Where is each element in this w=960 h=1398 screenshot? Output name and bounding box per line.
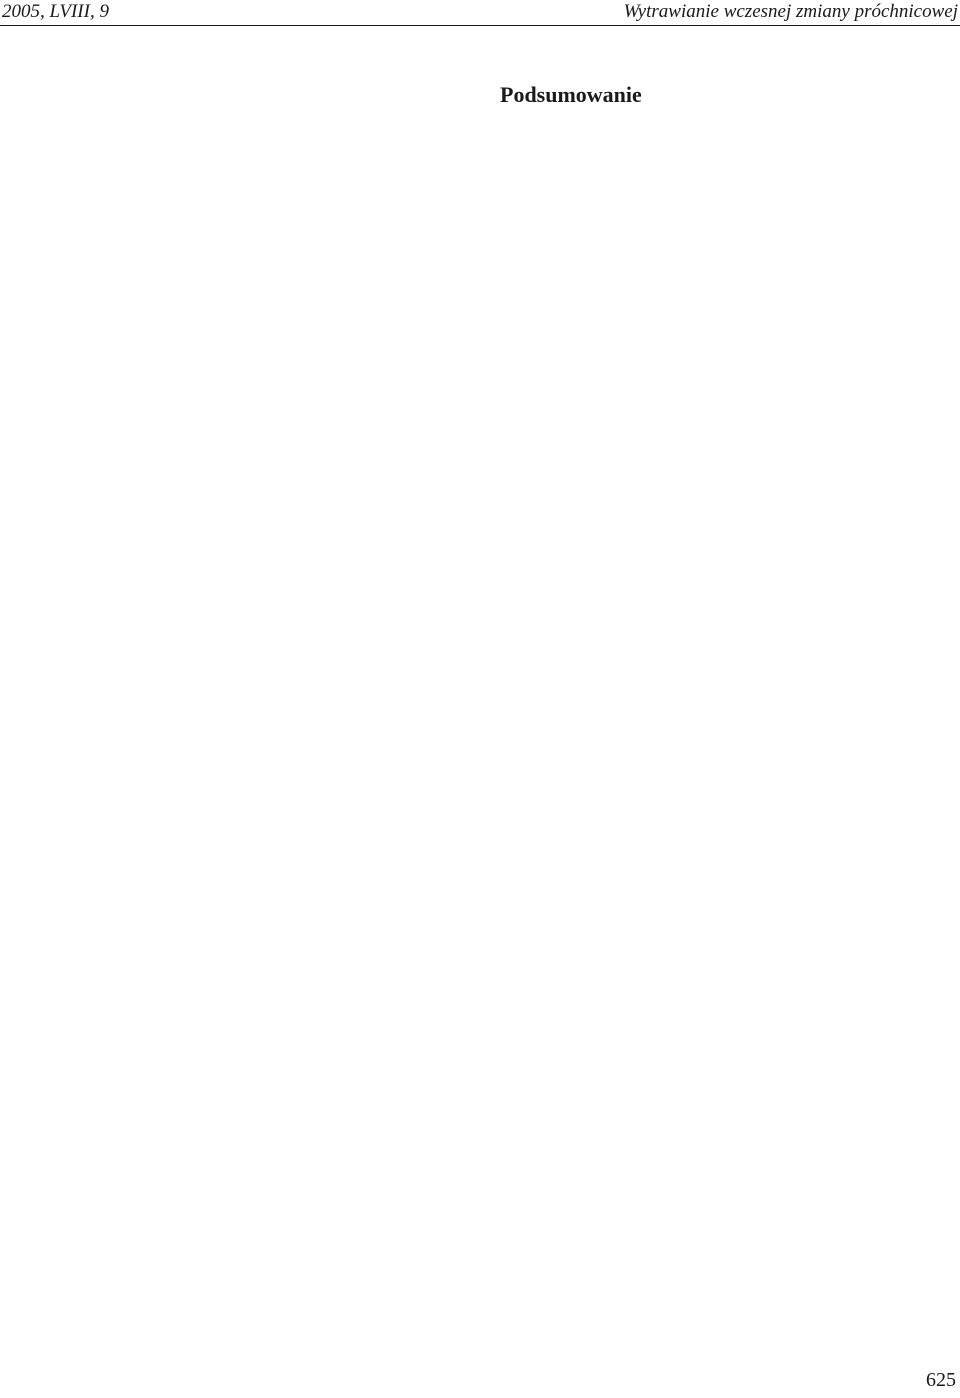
running-title: Wytrawianie wczesnej zmiany próchnicowej (623, 1, 958, 22)
section-title-summary: Podsumowanie (500, 82, 642, 107)
right-column (500, 50, 958, 141)
left-column (4, 50, 462, 54)
page-number: 625 (926, 1369, 956, 1391)
journal-issue: 2005, LVIII, 9 (2, 1, 109, 22)
page-header (0, 0, 960, 26)
